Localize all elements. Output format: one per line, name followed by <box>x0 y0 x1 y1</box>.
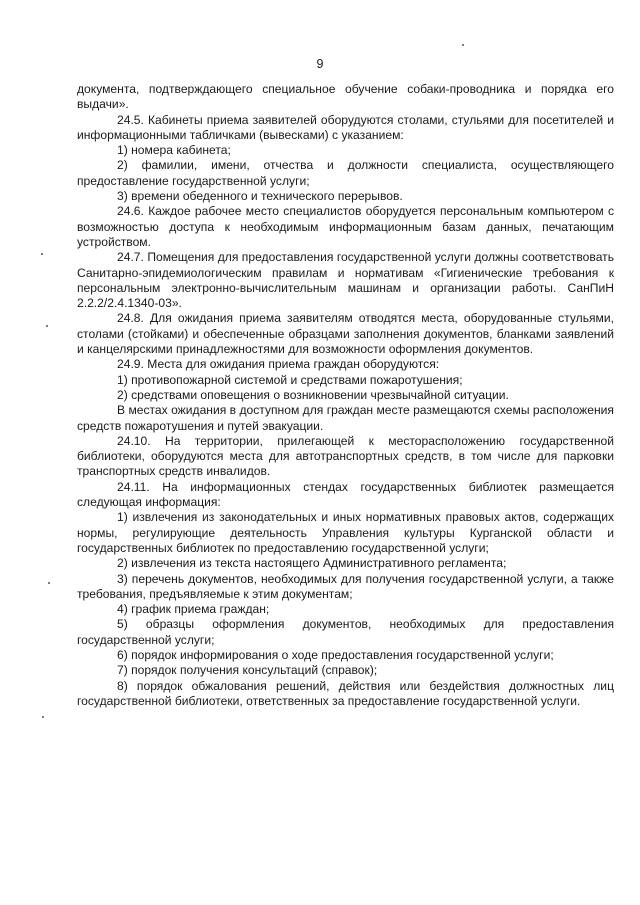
list-item: 3) перечень документов, необходимых для получения государственной услуги, а также требования, предъявляемые к этим документам; <box>77 571 614 601</box>
scan-speck <box>42 716 44 718</box>
list-item: 4) график приема граждан; <box>117 602 270 617</box>
scan-speck <box>46 325 48 327</box>
paragraph-24-5: 24.5. Кабинеты приема заявителей оборудуются столами, стульями для посетителей и информационными табличками (вывесками) с указанием: <box>77 112 614 142</box>
list-item: 8) порядок обжалования решений, действия или бездействия должностных лиц государственной библиотеки, ответственных за предоставление государственной услуги. <box>77 678 614 708</box>
paragraph-24-11: 24.11. На информационных стендах государственных библиотек размещается следующая информация: <box>77 479 614 510</box>
page-number: 9 <box>316 57 324 71</box>
list-item: 7) порядок получения консультаций (справок); <box>117 663 378 678</box>
list-item: 2) извлечения из текста настоящего Административного регламента; <box>117 556 507 571</box>
list-item: 2) средствами оповещения о возникновении чрезвычайной ситуации. <box>117 387 509 402</box>
scan-speck <box>41 253 43 255</box>
list-item: 5) образцы оформления документов, необходимых для предоставления государственной услуги; <box>77 617 614 647</box>
paragraph-24-6: 24.6. Каждое рабочее место специалистов оборудуется персональным компьютером с возможностью доступа к необходимым информационным базам данных, печатающим устройством. <box>77 204 614 249</box>
list-item: 1) противопожарной системой и средствами пожаротушения; <box>117 372 463 387</box>
list-item: 2) фамилии, имени, отчества и должности специалиста, осуществляющего предоставление государственной услуги; <box>77 158 614 188</box>
list-item: 3) времени обеденного и технического перерывов. <box>117 189 403 204</box>
document-body <box>77 82 614 709</box>
list-item: 1) извлечения из законодательных и иных нормативных правовых актов, содержащих нормы, регулирующие деятельность Управления культуры Курганской области и государственных библиотек по предоставлению государственной услуги; <box>77 510 614 555</box>
paragraph-evacuation: В местах ожидания в доступном для граждан месте размещаются схемы расположения средств пожаротушения и путей эвакуации. <box>77 403 614 433</box>
paragraph-24-8: 24.8. Для ожидания приема заявителям отводятся места, оборудованные стульями, столами (стойками) и обеспеченные образцами заполнения документов, бланками заявлений и канцелярскими принадлежностями для возможности оформления документов. <box>77 311 614 357</box>
list-item: 1) номера кабинета; <box>117 143 231 158</box>
scan-speck <box>48 582 50 584</box>
paragraph-continuation: документа, подтверждающего специальное обучение собаки-проводника и порядка его выдачи». <box>77 82 614 112</box>
paragraph-24-10: 24.10. На территории, прилегающей к месторасположению государственной библиотеки, оборудуются места для автотранспортных средств, в том числе для парковки транспортных средств инвалидов. <box>77 433 614 479</box>
paragraph-24-9: 24.9. Места для ожидания приема граждан оборудуются: <box>117 357 440 372</box>
list-item: 6) порядок информирования о ходе предоставления государственной услуги; <box>117 647 554 662</box>
scan-speck <box>462 44 464 46</box>
paragraph-24-7: 24.7. Помещения для предоставления государственной услуги должны соответствовать Санитарно-эпидемиологическим правилам и нормативам «Гигиенические требования к персональным электронно-вычислительным машинам и организации работы. СанПиН 2.2.2/2.4.1340-03». <box>77 250 614 311</box>
